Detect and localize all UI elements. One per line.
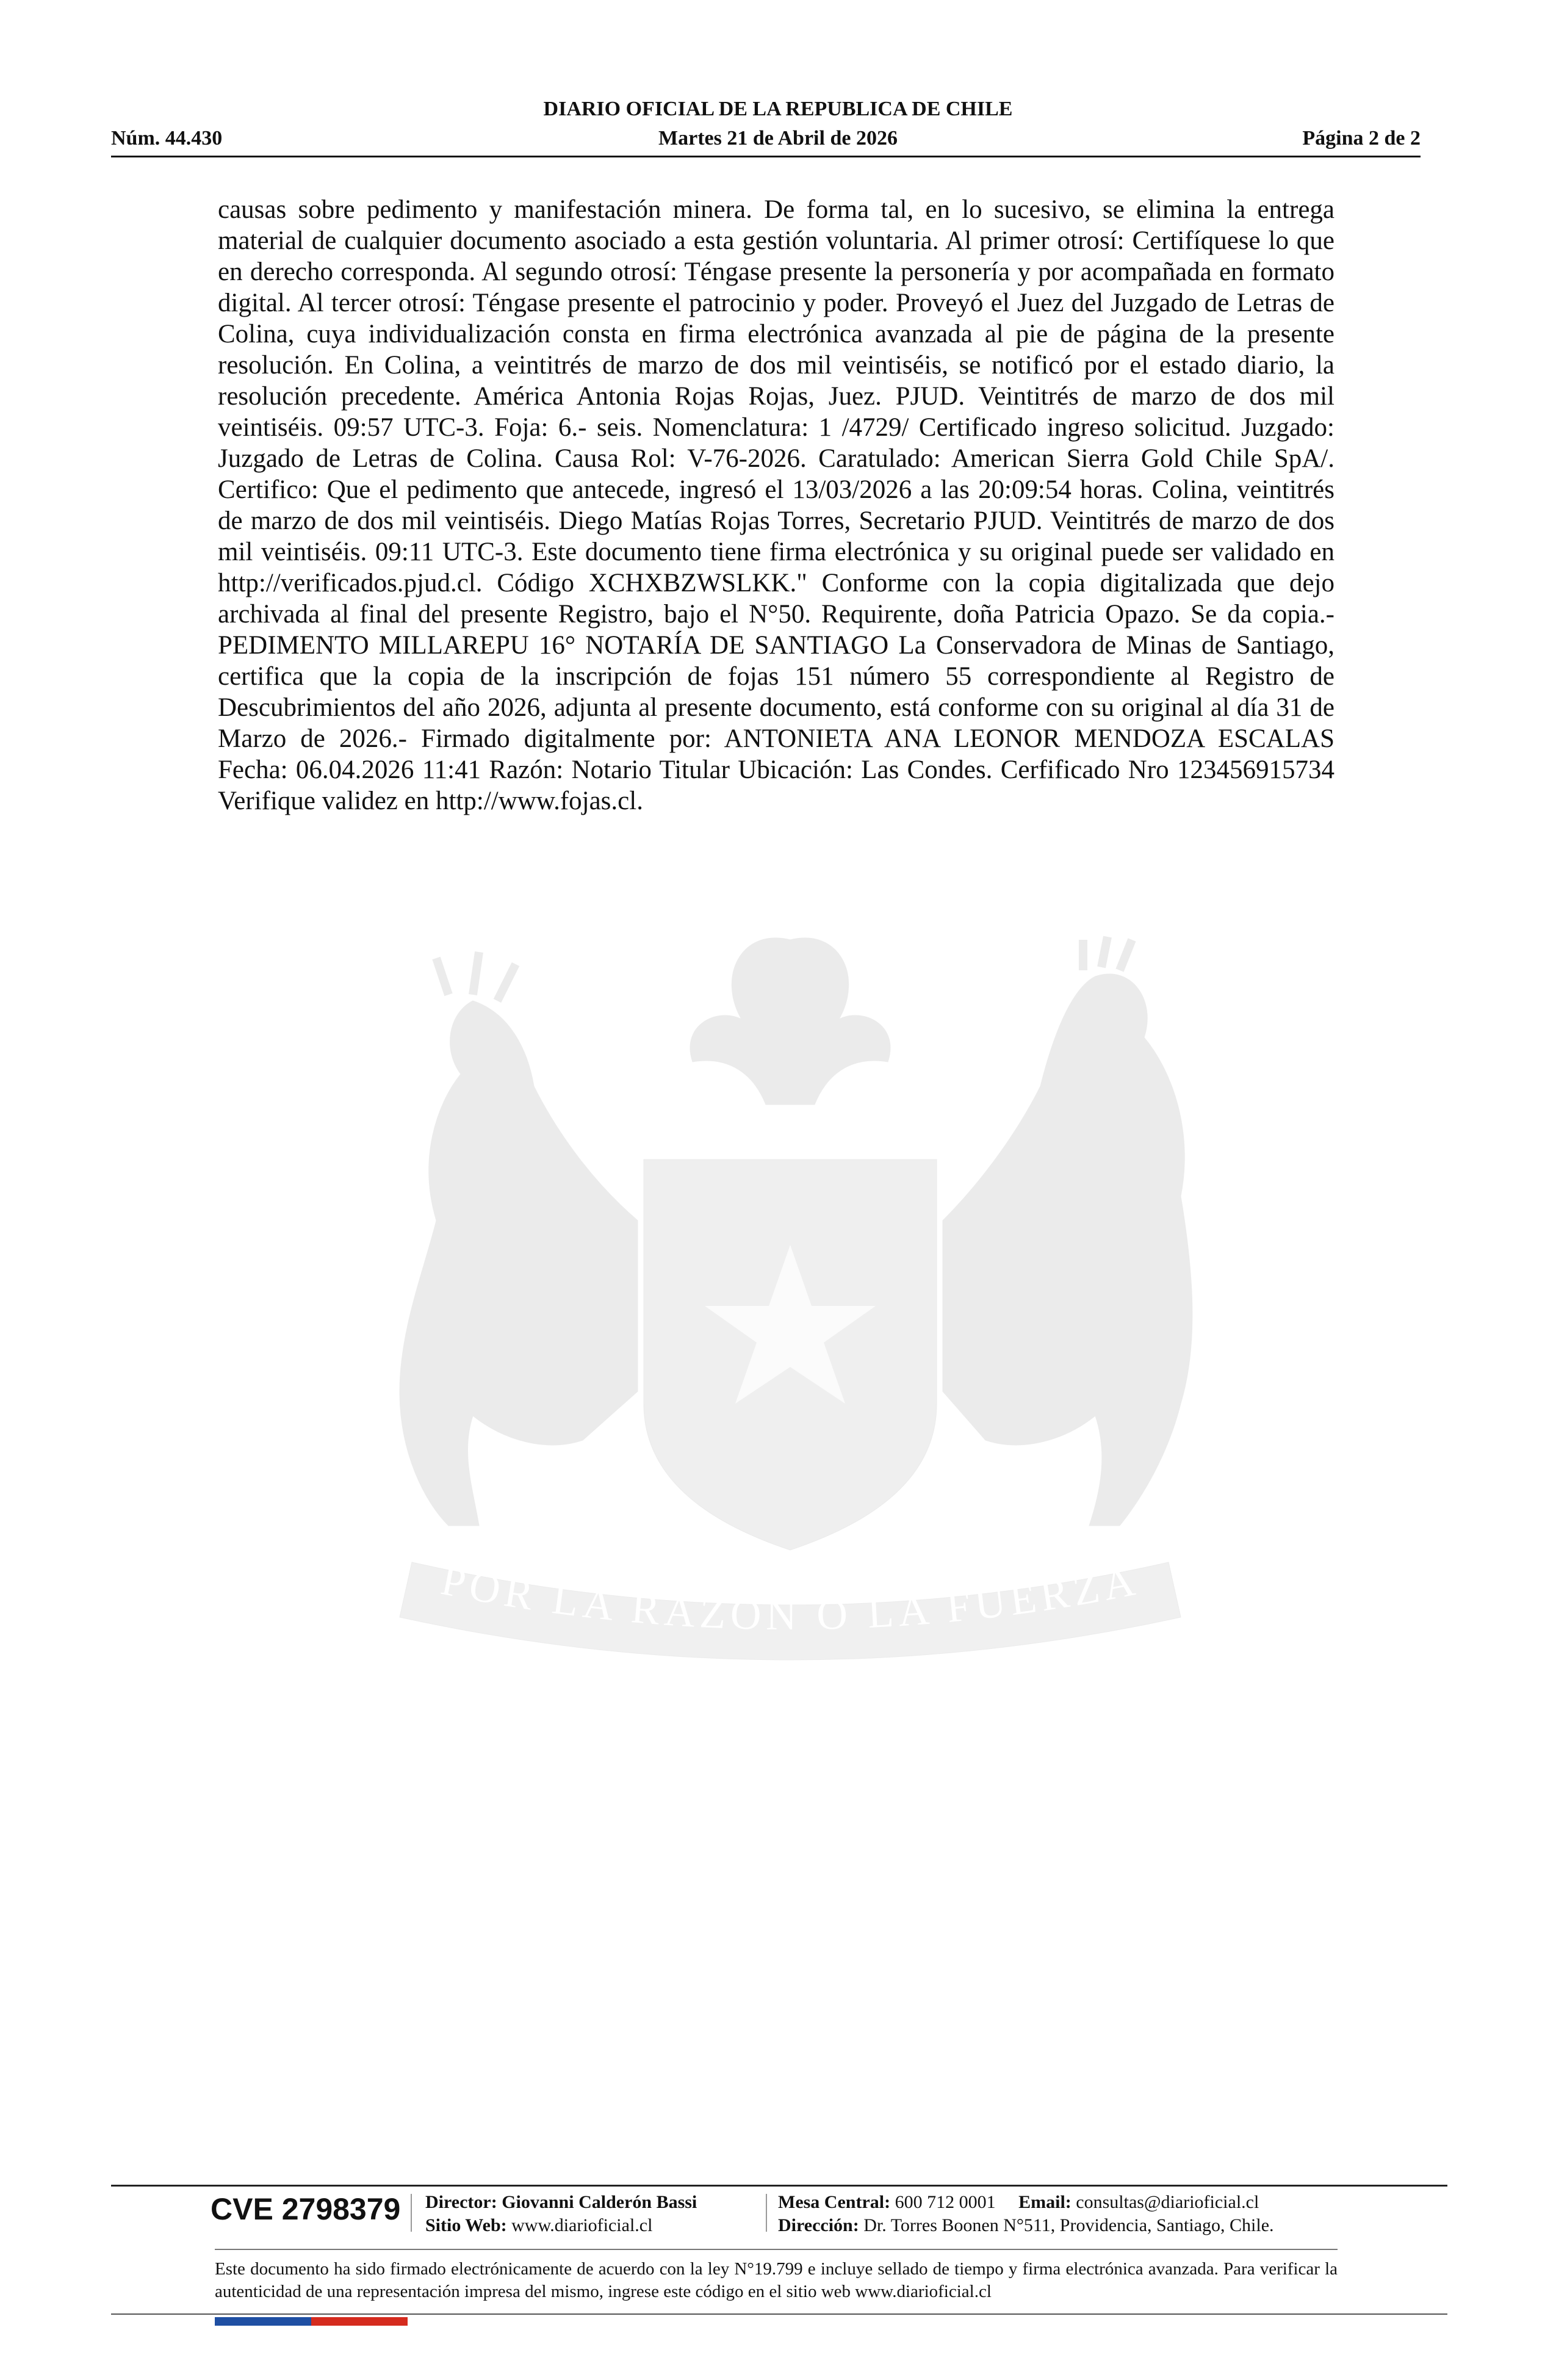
seal-motto: POR LA RAZON O LA FUERZA (437, 1557, 1144, 1640)
director-value: Giovanni Calderón Bassi (502, 2192, 697, 2212)
flag-stripe (215, 2317, 408, 2326)
issue-number: Núm. 44.430 (111, 127, 223, 150)
director-label: Director: (425, 2192, 497, 2212)
page-number: Página 2 de 2 (1302, 127, 1421, 150)
mesa-label: Mesa Central: (778, 2192, 891, 2212)
footer-divider-top (111, 2185, 1447, 2187)
footer-separator (766, 2194, 767, 2232)
flag-stripe-blue (215, 2317, 311, 2326)
address-label: Dirección: (778, 2215, 859, 2235)
director-line (425, 2191, 697, 2214)
cve-code: CVE 2798379 (211, 2192, 401, 2226)
mesa-value: 600 712 0001 (895, 2192, 996, 2212)
header-divider (111, 156, 1421, 157)
site-label: Sitio Web: (425, 2215, 507, 2235)
footer-column-contact (778, 2191, 1274, 2237)
email-link[interactable]: consultas@diarioficial.cl (1076, 2192, 1259, 2212)
site-link[interactable]: www.diarioficial.cl (511, 2215, 653, 2235)
newspaper-title: DIARIO OFICIAL DE LA REPUBLICA DE CHILE (543, 98, 1013, 120)
footer-separator (411, 2194, 412, 2232)
contact-line (778, 2191, 1274, 2214)
address-value: Dr. Torres Boonen N°511, Providencia, Santiago, Chile. (863, 2215, 1274, 2235)
issue-date: Martes 21 de Abril de 2026 (658, 127, 898, 150)
footer-column-director (425, 2191, 697, 2237)
email-label: Email: (1018, 2192, 1072, 2212)
body-paragraph: causas sobre pedimento y manifestación minera. De forma tal, en lo sucesivo, se elimina la entrega material de cualquier documento asociado a esta gestión voluntaria. Al primer otrosí: Certifíquese lo que en derecho corresponda. Al segundo otrosí: Téngase presente la personería y por acompañada en formato digital. Al tercer otrosí: Téngase presente el patrocinio y poder. Proveyó el Juez del Juzgado de Letras de Colina, cuya individualización consta en firma electrónica avanzada al pie de página de la presente resolución. En Colina, a veintitrés de marzo de dos mil veintiséis, se notificó por el estado diario, la resolución precedente. América Antonia Rojas Rojas, Juez. PJUD. Veintitrés de marzo de dos mil veintiséis. 09:57 UTC-3. Foja: 6.- seis. Nomenclatura: 1 /4729/ Certificado ingreso solicitud. Juzgado: Juzgado de Letras de Colina. Causa Rol: V-76-2026. Caratulado: American Sierra Gold Chile SpA/. Certifico: Que el pedimento que antecede, ingresó el 13/03/2026 a las 20:09:54 horas. Colina, veintitrés de marzo de dos mil veintiséis. Diego Matías Rojas Torres, Secretario PJUD. Veintitrés de marzo de dos mil veintiséis. 09:11 UTC-3. Este documento tiene firma electrónica y su original puede ser validado en http://verificados.pjud.cl. Código XCHXBZWSLKK." Conforme con la copia digitalizada que dejo archivada al final del presente Registro, bajo el N°50. Requirente, doña Patricia Opazo. Se da copia.- PEDIMENTO MILLAREPU 16° NOTARÍA DE SANTIAGO La Conservadora de Minas de Santiago, certifica que la copia de la inscripción de fojas 151 número 55 correspondiente al Registro de Descubrimientos del año 2026, adjunta al presente documento, está conforme con su original al día 31 de Marzo de 2026.- Firmado digitalmente por: ANTONIETA ANA LEONOR MENDOZA ESCALAS Fecha: 06.04.2026 11:41 Razón: Notario Titular Ubicación: Las Condes. Cerfificado Nro 123456915734 Verifique validez en http://www.fojas.cl. (218, 195, 1334, 815)
coat-of-arms-watermark (217, 903, 1364, 1678)
site-line (425, 2214, 697, 2237)
footer-divider-bottom (111, 2313, 1447, 2315)
address-line (778, 2214, 1274, 2237)
flag-stripe-red (311, 2317, 408, 2326)
signature-note: Este documento ha sido firmado electrónicamente de acuerdo con la ley N°19.799 e incluye sellado de tiempo y firma electrónica avanzada. Para verificar la autenticidad de una representación impresa del mismo, ingrese este código en el sitio web www.diarioficial.cl (215, 2259, 1338, 2301)
footer-divider-mid (215, 2249, 1338, 2250)
